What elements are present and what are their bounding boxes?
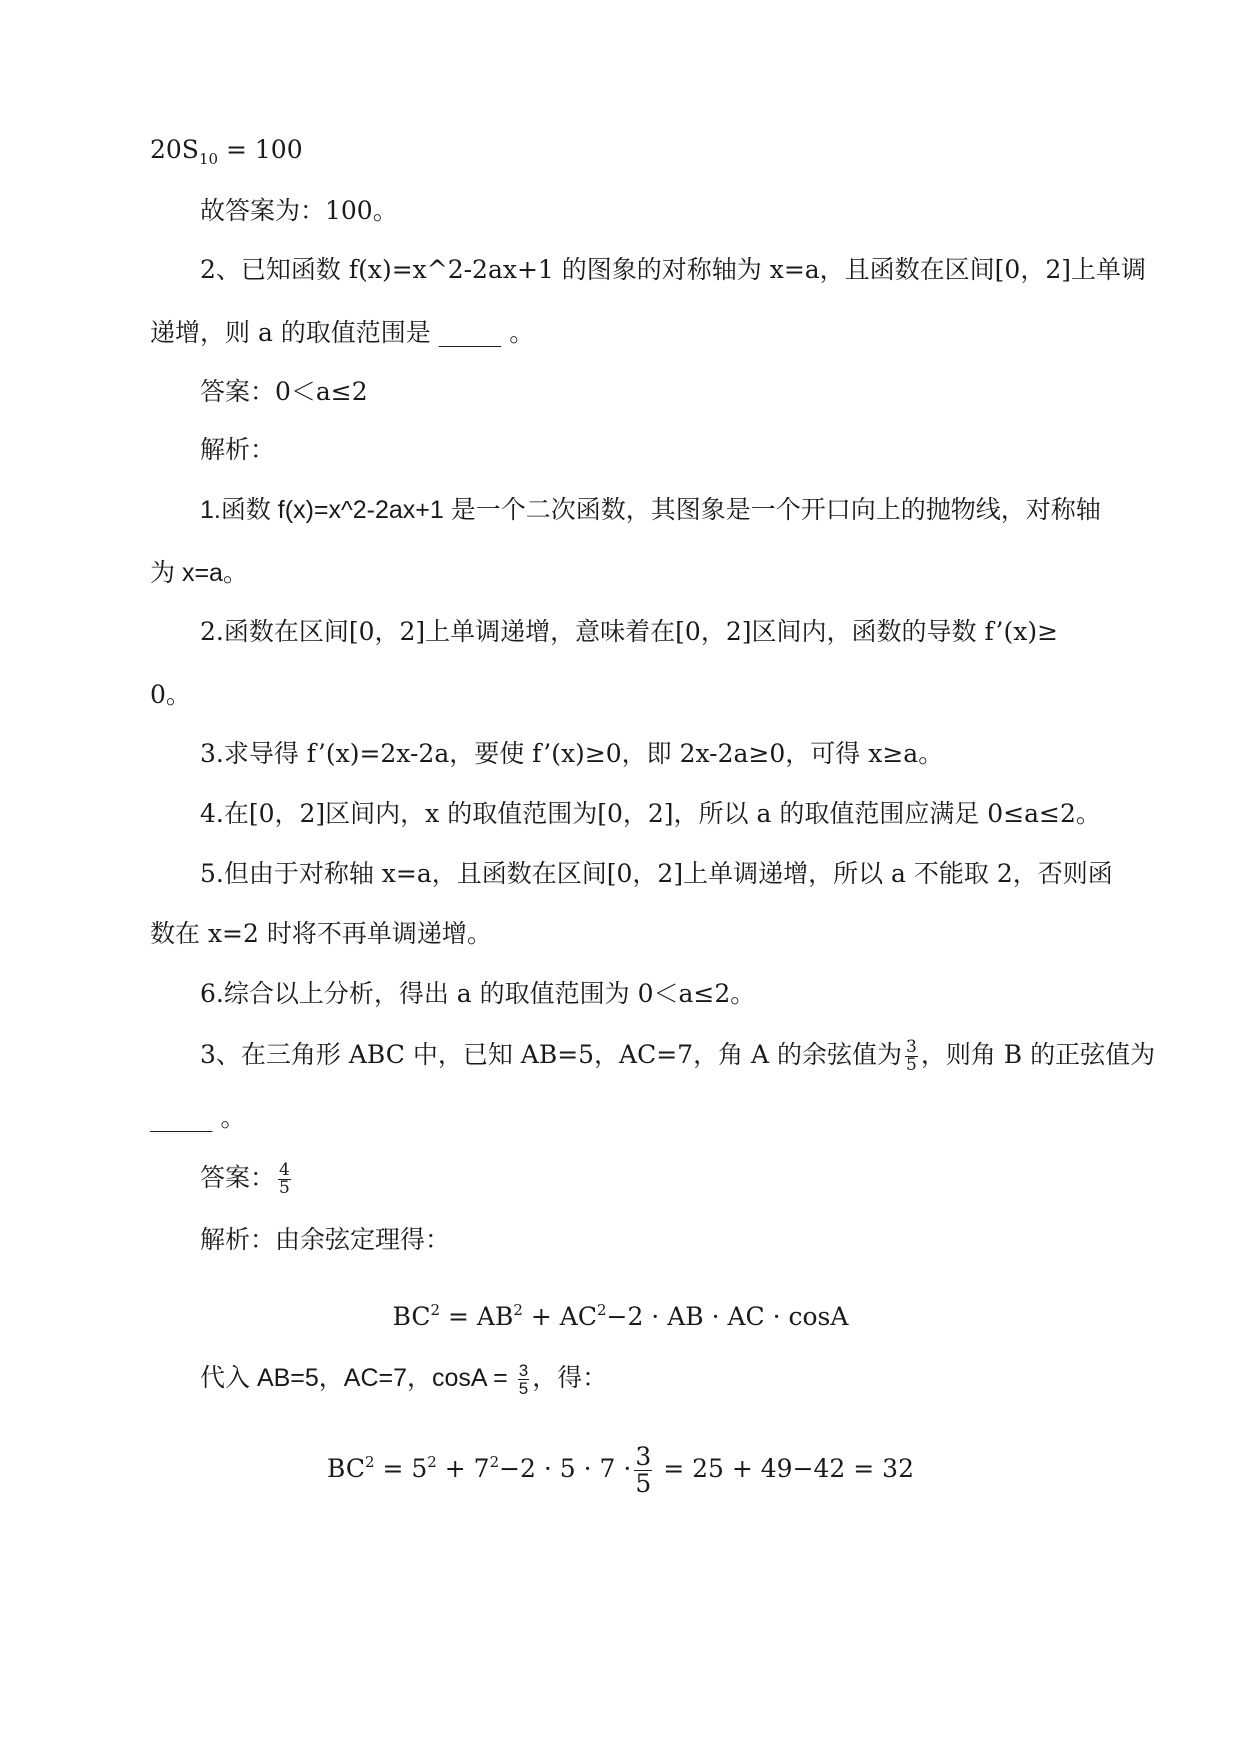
q3-substitute: [0, 1360, 1241, 1397]
formula1-part1: BC: [392, 1302, 431, 1331]
q2-step3: 3.求导得 f’(x)=2x-2a，要使 f’(x)≥0，即 2x-2a≥0，可得 x≥a。: [200, 739, 944, 768]
formula2-part4: −2 · 5 · 7 ·: [499, 1454, 632, 1483]
q3-line2: _____ 。: [150, 1103, 246, 1132]
formula2-sup2: 2: [427, 1453, 437, 1471]
formula1-sup3: 2: [596, 1301, 607, 1319]
q3-answer-label: 答案：: [200, 1163, 276, 1192]
q2-step2-line2: 0。: [150, 680, 191, 709]
q3-answer-fraction: [278, 1162, 291, 1197]
q2-step2-line1: 2.函数在区间[0，2]上单调递增，意味着在[0，2]区间内，函数的导数 f’(x)≥: [200, 617, 1059, 646]
q3-answer-numerator: 4: [279, 1160, 290, 1180]
formula2-part5: = 25 + 49−42 = 32: [655, 1454, 914, 1483]
q3-line1-pre: 3、在三角形 ABC 中，已知 AB=5，AC=7，角 A 的余弦值为: [200, 1040, 903, 1069]
formula2-part1: BC: [327, 1454, 365, 1483]
q3-cos-numerator: 3: [906, 1037, 917, 1057]
q3-answer: [0, 1160, 1241, 1197]
substitute-fraction: [518, 1362, 529, 1397]
q3-answer-denominator: 5: [279, 1178, 290, 1198]
q3-analysis: 解析：由余弦定理得：: [200, 1225, 451, 1254]
formula1-part3: + AC: [522, 1302, 597, 1331]
q2-step6: 6.综合以上分析，得出 a 的取值范围为 0＜a≤2。: [200, 979, 756, 1008]
q2-analysis-label: 解析：: [200, 435, 276, 464]
top-formula: [0, 132, 1241, 177]
q3-line1: [0, 1037, 1241, 1074]
formula1-sup2: 2: [513, 1301, 523, 1319]
q3-formula2: [0, 1434, 1241, 1497]
formula2-part2: = 5: [374, 1454, 428, 1483]
formula1-part2: = AB: [440, 1302, 514, 1331]
q3-cos-denominator: 5: [906, 1055, 917, 1075]
q3-formula1: [0, 1292, 1241, 1335]
q2-step1-line1: 1.函数 f(x)=x^2-2ax+1 是一个二次函数，其图象是一个开口向上的抛物线，对称轴: [200, 496, 1101, 524]
q3-line1-post: ，则角 B 的正弦值为: [920, 1040, 1156, 1069]
top-formula-pre: 20S: [150, 135, 199, 164]
q2-line1: 2、已知函数 f(x)=x^2-2ax+1 的图象的对称轴为 x=a，且函数在区间[0，2]上单调: [200, 255, 1146, 284]
answer-1: 故答案为：100。: [200, 196, 398, 225]
formula2-fraction: [634, 1444, 652, 1497]
q2-answer: 答案：0＜a≤2: [200, 377, 368, 406]
formula2-sup3: 2: [489, 1453, 500, 1471]
formula1-sup1: 2: [430, 1301, 441, 1319]
q2-step4: 4.在[0，2]区间内，x 的取值范围为[0，2]，所以 a 的取值范围应满足 0≤a≤2。: [200, 799, 1101, 828]
formula1-part4: −2 · AB · AC · cosA: [606, 1302, 849, 1331]
formula2-denominator: 5: [635, 1469, 652, 1498]
formula2-numerator: 3: [635, 1442, 652, 1471]
q2-step5-line2: 数在 x=2 时将不再单调递增。: [150, 919, 492, 948]
q2-step5-line1: 5.但由于对称轴 x=a，且函数在区间[0，2]上单调递增，所以 a 不能取 2，否则函: [200, 859, 1113, 888]
formula2-sup1: 2: [364, 1453, 375, 1471]
substitute-pre: 代入 AB=5，AC=7，cosA =: [200, 1364, 515, 1392]
q2-line2: 递增，则 a 的取值范围是 _____ 。: [150, 318, 535, 347]
formula2-part3: + 7: [436, 1454, 490, 1483]
top-formula-post: = 100: [218, 135, 303, 164]
substitute-post: ，得：: [532, 1364, 608, 1392]
q3-cos-fraction: [905, 1039, 918, 1074]
top-formula-subscript: 10: [198, 150, 219, 168]
substitute-numerator: 3: [518, 1360, 529, 1380]
substitute-denominator: 5: [518, 1378, 529, 1398]
q2-step1-line2: 为 x=a。: [150, 559, 248, 587]
